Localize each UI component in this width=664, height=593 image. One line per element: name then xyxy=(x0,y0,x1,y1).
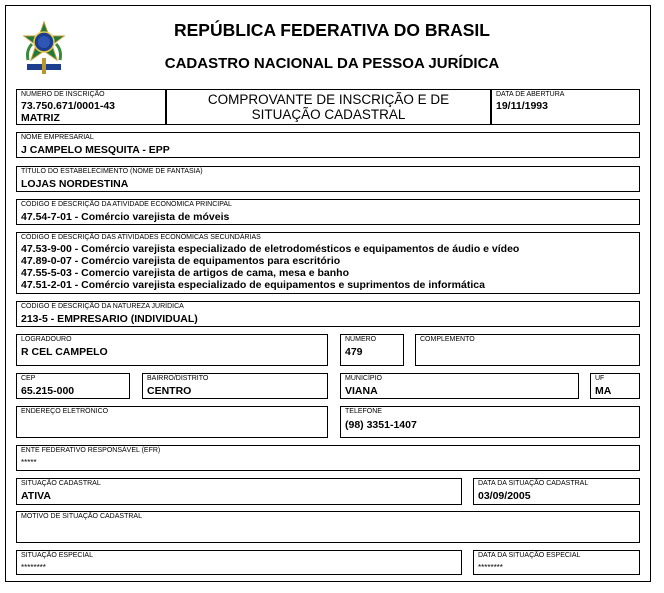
abertura-label: DATA DE ABERTURA xyxy=(496,91,565,98)
fantasia-label: TÍTULO DO ESTABELECIMENTO (NOME DE FANTASIA) xyxy=(21,168,203,175)
situacao-especial-value: ******** xyxy=(21,563,46,572)
telefone-box xyxy=(340,406,640,438)
telefone-value: (98) 3351-1407 xyxy=(345,419,417,431)
atividade-secundaria-item: 47.89-0-07 - Comércio varejista de equipamentos para escritório xyxy=(21,255,341,267)
situacao-especial-box xyxy=(16,550,462,575)
fantasia-box xyxy=(16,166,640,192)
efr-label: ENTE FEDERATIVO RESPONSÁVEL (EFR) xyxy=(21,447,161,454)
abertura-box xyxy=(491,89,640,125)
bairro-label: BAIRRO/DISTRITO xyxy=(147,375,209,382)
bairro-box xyxy=(142,373,328,399)
comprovante-line2: SITUAÇÃO CADASTRAL xyxy=(251,107,406,122)
complemento-label: COMPLEMENTO xyxy=(420,336,475,343)
atividade-secundaria-item: 47.53-9-00 - Comércio varejista especializado de eletrodomésticos e equipamentos de áudio e vídeo xyxy=(21,243,520,255)
natureza-juridica-box xyxy=(16,301,640,327)
municipio-value: VIANA xyxy=(345,385,378,397)
uf-box xyxy=(590,373,640,399)
abertura-value: 19/11/1993 xyxy=(496,100,548,112)
nome-empresarial-box xyxy=(16,132,640,158)
situacao-label: SITUAÇÃO CADASTRAL xyxy=(21,480,101,487)
logradouro-box xyxy=(16,334,328,366)
situacao-value: ATIVA xyxy=(21,490,51,502)
fantasia-value: LOJAS NORDESTINA xyxy=(21,178,129,190)
logradouro-label: LOGRADOURO xyxy=(21,336,72,343)
data-situacao-especial-box xyxy=(473,550,640,575)
cep-value: 65.215-000 xyxy=(21,385,75,397)
logradouro-value: R CEL CAMPELO xyxy=(21,346,108,358)
uf-label: UF xyxy=(595,375,605,382)
complemento-box xyxy=(415,334,640,366)
document-subtitle: CADASTRO NACIONAL DA PESSOA JURÍDICA xyxy=(164,55,500,72)
motivo-label: MOTIVO DE SITUAÇÃO CADASTRAL xyxy=(21,513,142,520)
uf-value: MA xyxy=(595,385,612,397)
municipio-label: MUNICÍPIO xyxy=(345,375,382,382)
natureza-juridica-label: CÓDIGO E DESCRIÇÃO DA NATUREZA JURÍDICA xyxy=(21,303,184,310)
inscricao-label: NÚMERO DE INSCRIÇÃO xyxy=(21,91,105,98)
document-title: REPÚBLICA FEDERATIVA DO BRASIL xyxy=(174,20,490,40)
nome-empresarial-label: NOME EMPRESARIAL xyxy=(21,134,94,141)
numero-value: 479 xyxy=(345,346,363,358)
data-situacao-value: 03/09/2005 xyxy=(478,490,531,502)
cep-label: CEP xyxy=(21,375,36,382)
data-situacao-box xyxy=(473,478,640,505)
cep-box xyxy=(16,373,130,399)
atividade-secundaria-item: 47.55-5-03 - Comercio varejista de artigos de cama, mesa e banho xyxy=(21,267,349,279)
inscricao-box xyxy=(16,89,166,125)
comprovante-box xyxy=(166,89,491,125)
atividade-secundaria-item: 47.51-2-01 - Comércio varejista especializado de equipamentos e suprimentos de informática xyxy=(21,279,485,291)
efr-value: ***** xyxy=(21,458,37,467)
numero-label: NÚMERO xyxy=(345,336,377,343)
comprovante-line1: COMPROVANTE DE INSCRIÇÃO E DE xyxy=(207,92,450,107)
bairro-value: CENTRO xyxy=(147,385,192,397)
numero-box xyxy=(340,334,404,366)
situacao-especial-label: SITUAÇÃO ESPECIAL xyxy=(21,552,93,559)
situacao-box xyxy=(16,478,462,505)
atividade-principal-label: CÓDIGO E DESCRIÇÃO DA ATIVIDADE ECONÔMICA PRINCIPAL xyxy=(21,201,232,208)
data-situacao-label: DATA DA SITUAÇÃO CADASTRAL xyxy=(478,480,589,487)
atividades-secundarias-label: CÓDIGO E DESCRIÇÃO DAS ATIVIDADES ECONÔMICAS SECUNDÁRIAS xyxy=(21,234,261,241)
efr-box xyxy=(16,445,640,471)
atividade-principal-value: 47.54-7-01 - Comércio varejista de móveis xyxy=(21,211,230,223)
data-situacao-especial-value: ******** xyxy=(478,563,503,572)
email-box xyxy=(16,406,328,438)
motivo-box xyxy=(16,511,640,543)
municipio-box xyxy=(340,373,579,399)
nome-empresarial-value: J CAMPELO MESQUITA - EPP xyxy=(21,144,170,156)
inscricao-tipo: MATRIZ xyxy=(21,112,60,124)
atividades-secundarias-box xyxy=(16,232,640,294)
atividade-principal-box xyxy=(16,199,640,225)
natureza-juridica-value: 213-5 - EMPRESARIO (INDIVIDUAL) xyxy=(21,313,198,325)
data-situacao-especial-label: DATA DA SITUAÇÃO ESPECIAL xyxy=(478,552,581,559)
telefone-label: TELEFONE xyxy=(345,408,382,415)
inscricao-value: 73.750.671/0001-43 xyxy=(21,100,116,112)
email-label: ENDEREÇO ELETRÔNICO xyxy=(21,408,109,415)
